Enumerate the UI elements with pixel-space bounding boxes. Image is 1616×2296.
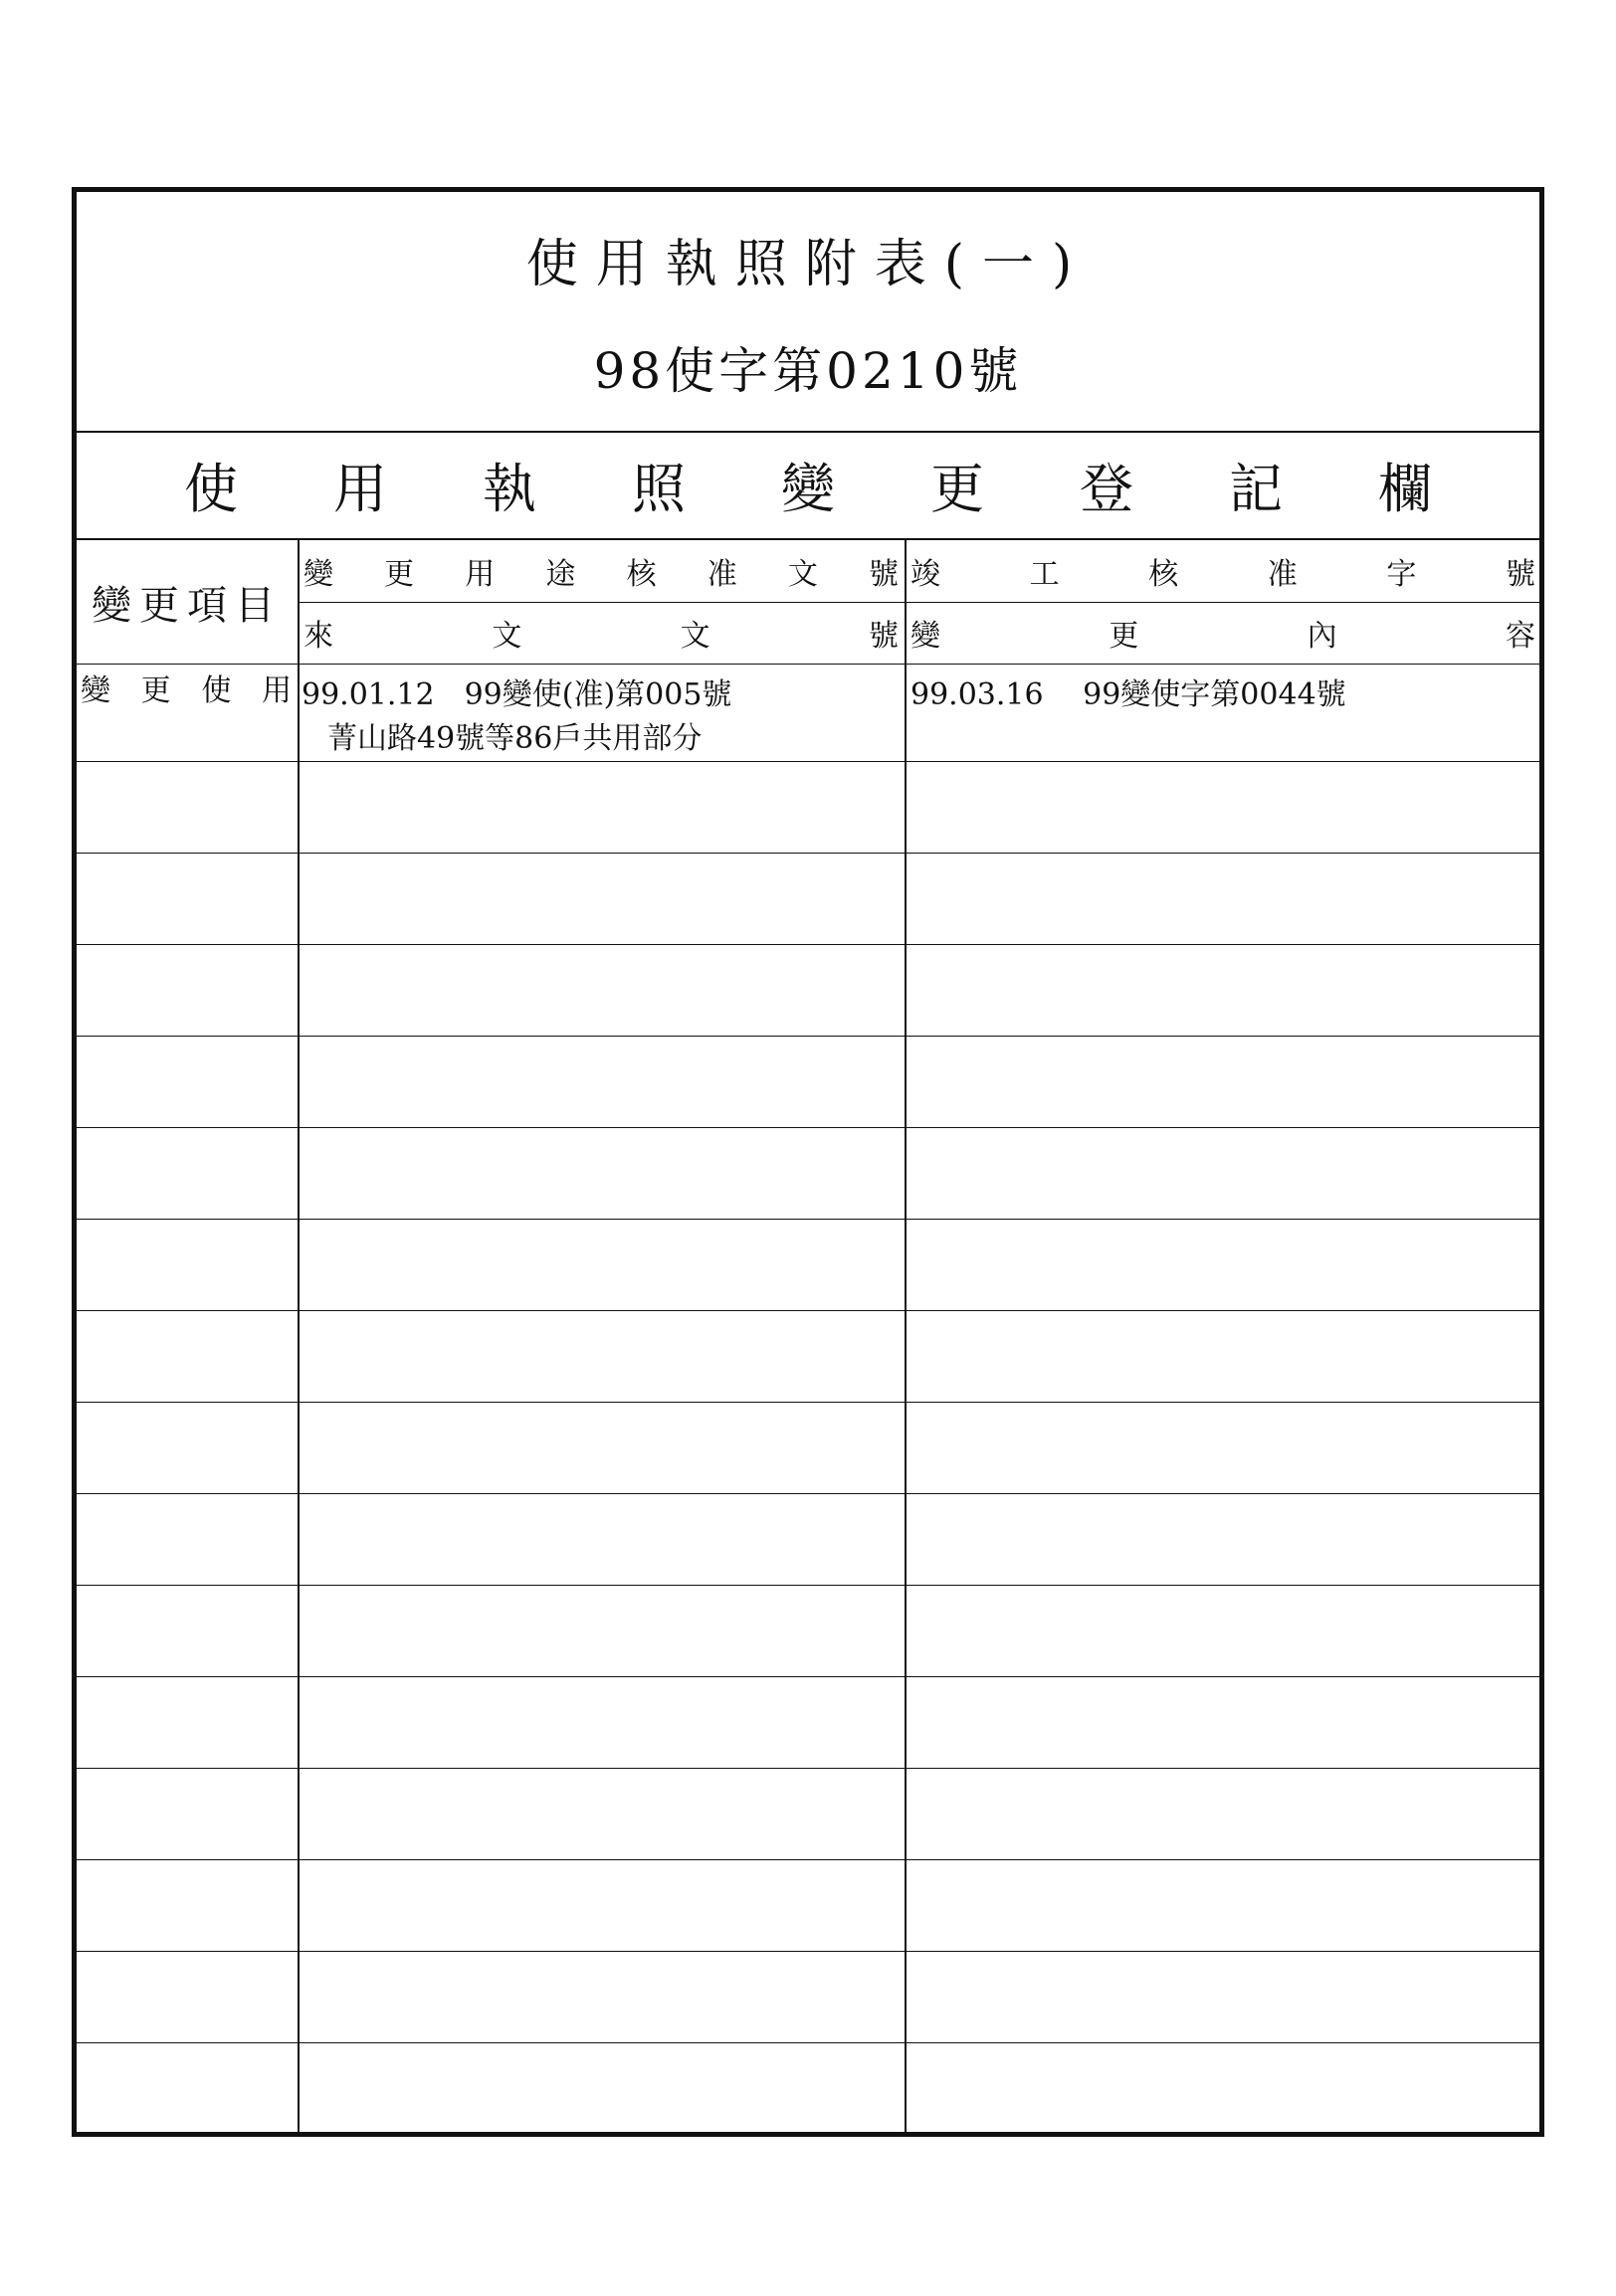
column-header-change-content: [907, 602, 1539, 664]
row-divider: [77, 1402, 1539, 1403]
section-title-char: 執: [483, 457, 536, 520]
row-divider: [77, 1859, 1539, 1860]
change-table: [77, 540, 1539, 2132]
header-char: 文: [787, 557, 818, 592]
approval-doc-location: 菁山路49號等86戶共用部分: [327, 721, 703, 756]
header-char: 變: [303, 557, 333, 592]
row-item-char: 用: [261, 673, 292, 708]
header-char: 號: [868, 619, 899, 654]
section-title-char: 更: [930, 457, 984, 520]
section-title-char: 欄: [1378, 457, 1432, 520]
license-number: 98使字第0210號: [593, 342, 1023, 400]
row-item-char: 更: [140, 673, 171, 708]
column-divider: [905, 540, 907, 2132]
form-header: [77, 192, 1539, 433]
row-divider: [77, 664, 1539, 665]
header-char: 變: [910, 619, 940, 654]
column-divider: [298, 540, 300, 2132]
header-char: 用: [465, 557, 496, 592]
section-title: [77, 431, 1539, 540]
header-char: 容: [1505, 619, 1535, 654]
header-char: 途: [545, 557, 576, 592]
section-title-char: 變: [781, 457, 835, 520]
approval-doc-entry: 99.01.12 99變使(准)第005號: [302, 677, 732, 712]
section-title-char: 照: [632, 457, 686, 520]
column-header-item: 變更項目: [92, 582, 283, 629]
form-title: 使用執照附表(一): [525, 235, 1091, 294]
header-char: 更: [1109, 619, 1139, 654]
completion-doc-entry: 99.03.16 99變使字第0044號: [910, 677, 1346, 712]
license-attachment-form: [72, 187, 1544, 2137]
header-char: 字: [1386, 557, 1417, 592]
section-title-char: 記: [1229, 457, 1283, 520]
section-title-char: 登: [1080, 457, 1133, 520]
row-divider: [77, 1951, 1539, 1952]
row-divider: [77, 1127, 1539, 1128]
row-divider: [77, 1310, 1539, 1311]
header-divider: [298, 602, 1539, 603]
header-char: 號: [868, 557, 899, 592]
section-title-char: 使: [184, 457, 238, 520]
row-item-char: 使: [201, 673, 232, 708]
header-char: 核: [1148, 557, 1179, 592]
row-divider: [77, 1219, 1539, 1220]
header-char: 號: [1505, 557, 1535, 592]
row-item: [77, 666, 296, 709]
row-divider: [77, 2042, 1539, 2043]
header-char: 准: [707, 557, 737, 592]
row-divider: [77, 944, 1539, 945]
row-divider: [77, 1036, 1539, 1037]
header-char: 文: [680, 619, 710, 654]
header-char: 工: [1029, 557, 1060, 592]
row-divider: [77, 1768, 1539, 1769]
column-header-approval-doc-no: [300, 540, 903, 602]
header-char: 來: [303, 619, 333, 654]
header-char: 更: [384, 557, 415, 592]
header-char: 准: [1267, 557, 1298, 592]
header-char: 核: [626, 557, 657, 592]
column-header-incoming-doc-no: [300, 602, 903, 664]
row-divider: [77, 1493, 1539, 1494]
header-char: 內: [1307, 619, 1337, 654]
row-divider: [77, 1676, 1539, 1677]
row-item-char: 變: [81, 673, 110, 708]
row-divider: [77, 761, 1539, 762]
section-title-char: 用: [333, 457, 387, 520]
row-divider: [77, 1585, 1539, 1586]
header-char: 文: [492, 619, 522, 654]
column-header-completion-no: [907, 540, 1539, 602]
row-divider: [77, 853, 1539, 854]
header-char: 竣: [910, 557, 940, 592]
